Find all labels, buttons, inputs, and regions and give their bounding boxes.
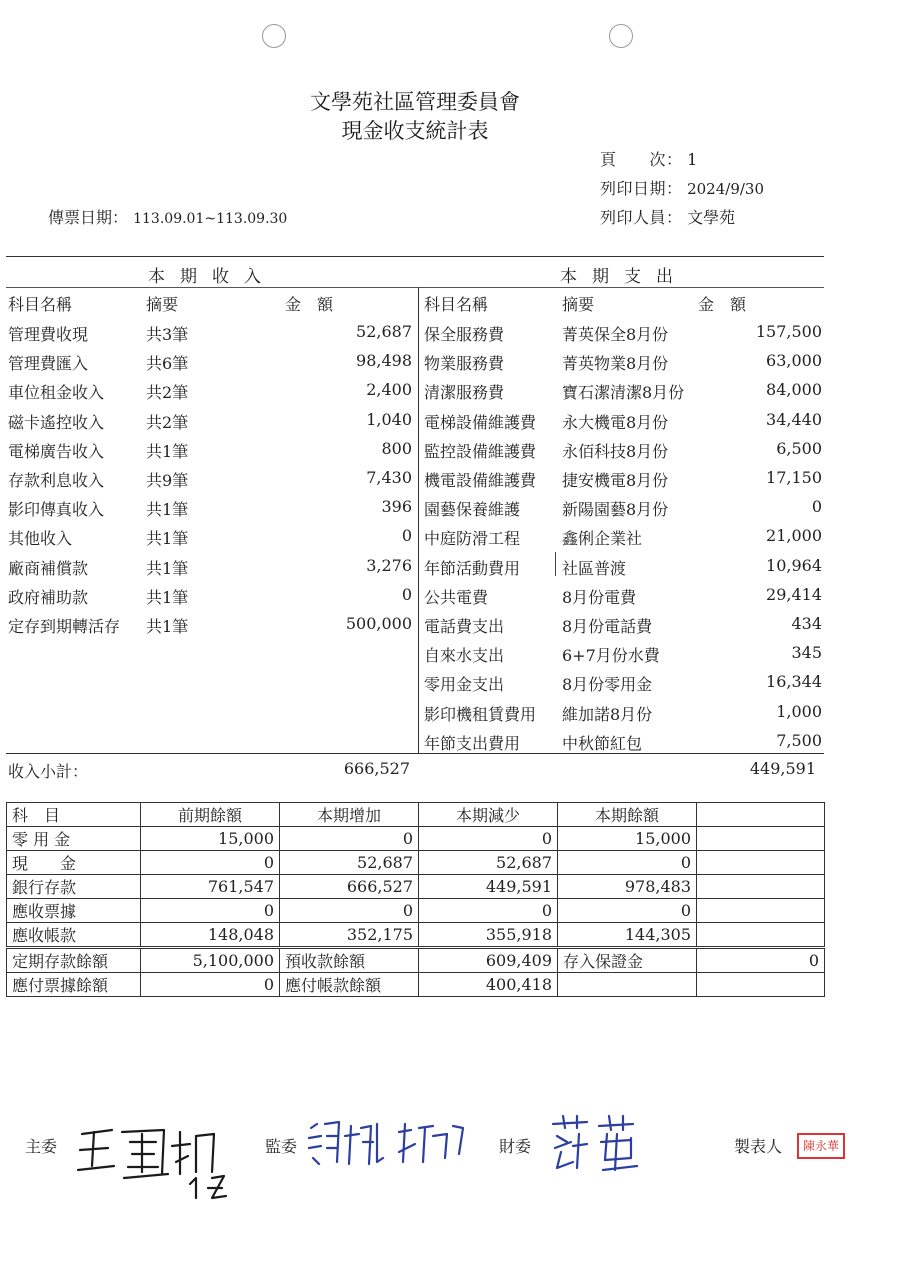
extra-value-3: 0 — [697, 948, 825, 973]
extra-value-1: 0 — [141, 973, 280, 997]
expense-subject: 電話費支出 — [424, 617, 505, 636]
income-section-title: 本期收入 — [148, 267, 276, 287]
expense-summary: 永大機電8月份 — [562, 412, 669, 432]
preparer-label: 製表人 — [734, 1139, 783, 1156]
ledger-divider — [418, 287, 419, 753]
income-summary: 共2筆 — [146, 412, 189, 432]
income-amount: 0 — [401, 526, 412, 546]
balance-value — [697, 851, 825, 875]
balance-extra-row — [7, 948, 825, 973]
balance-value — [697, 875, 825, 899]
expense-summary: 維加諾8月份 — [562, 704, 653, 724]
expense-summary: 永佰科技8月份 — [562, 441, 669, 461]
income-subject: 磁卡遙控收入 — [8, 412, 105, 432]
balance-value: 0 — [558, 899, 697, 923]
expense-amount: 434 — [791, 614, 822, 633]
expense-amount: 21,000 — [766, 526, 822, 546]
ledger-bottom-rule — [6, 753, 824, 754]
balance-subject: 現 金 — [7, 851, 141, 875]
expense-amount: 10,964 — [766, 555, 822, 575]
expense-subject: 年節支出費用 — [424, 733, 521, 753]
extra-label-1: 應付票據餘額 — [7, 973, 141, 997]
income-summary: 共1筆 — [146, 558, 189, 578]
page-label: 頁 次： — [600, 150, 682, 169]
income-amount: 52,687 — [356, 322, 412, 341]
expense-subject: 清潔服務費 — [424, 383, 505, 403]
balance-value: 52,687 — [419, 851, 558, 875]
balance-value: 0 — [141, 899, 280, 923]
expense-subject: 中庭防滑工程 — [424, 529, 521, 549]
expense-subject: 機電設備維護費 — [424, 471, 537, 490]
expense-summary: 菁英保全8月份 — [562, 325, 669, 344]
income-summary: 共1筆 — [146, 441, 189, 461]
balance-value: 15,000 — [141, 827, 280, 851]
balance-row — [7, 923, 825, 948]
balance-header-cell — [697, 803, 825, 827]
extra-value-3 — [697, 973, 825, 997]
expense-amount: 16,344 — [766, 672, 822, 692]
balance-value: 15,000 — [558, 827, 697, 851]
balance-value: 352,175 — [280, 923, 419, 948]
extra-label-3 — [558, 973, 697, 997]
balance-subject: 銀行存款 — [7, 875, 141, 899]
expense-summary: 鑫俐企業社 — [562, 529, 643, 549]
income-summary: 共1筆 — [146, 587, 189, 607]
expense-subject: 自來水支出 — [424, 646, 505, 666]
balance-value: 0 — [280, 899, 419, 923]
extra-label-2: 預收款餘額 — [280, 948, 419, 973]
income-subject: 定存到期轉活存 — [8, 617, 121, 636]
org-title: 文學苑社區管理委員會 — [310, 90, 520, 114]
balance-value: 666,527 — [280, 875, 419, 899]
balance-row — [7, 875, 825, 899]
income-subtotal-label: 收入小計： — [8, 762, 89, 781]
page-value: 1 — [687, 150, 698, 169]
balance-value: 355,918 — [419, 923, 558, 948]
finance-label: 財委 — [499, 1139, 532, 1156]
expense-summary: 寶石潔清潔8月份 — [562, 383, 685, 403]
income-summary: 共2筆 — [146, 383, 189, 403]
balance-subject: 應收票據 — [7, 899, 141, 923]
expense-subject: 物業服務費 — [424, 354, 505, 374]
balance-header-row — [7, 803, 825, 827]
balance-header-cell: 本期減少 — [419, 803, 558, 827]
expense-summary: 菁英物業8月份 — [562, 354, 669, 374]
expense-subject: 影印機租賃費用 — [424, 704, 537, 724]
chair-signature — [72, 1112, 242, 1202]
expense-amount: 29,414 — [766, 584, 822, 604]
expense-subject: 保全服務費 — [424, 325, 505, 344]
print-date-label: 列印日期： — [600, 179, 682, 198]
expense-summary: 8月份電費 — [562, 587, 637, 607]
income-subject: 廠商補償款 — [8, 558, 89, 578]
balance-value: 148,048 — [141, 923, 280, 948]
income-summary: 共3筆 — [146, 325, 189, 344]
punch-hole-left — [262, 24, 286, 48]
expense-subject: 電梯設備維護費 — [424, 412, 537, 432]
voucher-date-value: 113.09.01~113.09.30 — [133, 211, 288, 227]
expense-col-amount: 金 額 — [698, 295, 747, 314]
income-amount: 2,400 — [366, 380, 412, 400]
balance-value: 0 — [280, 827, 419, 851]
expense-summary: 8月份電話費 — [562, 617, 653, 636]
printer — [600, 205, 735, 228]
ledger-header-rule — [6, 287, 824, 288]
income-amount: 98,498 — [356, 351, 412, 371]
expense-summary: 6+7月份水費 — [562, 646, 660, 666]
income-amount: 3,276 — [366, 555, 412, 575]
balance-value: 0 — [558, 851, 697, 875]
balance-value: 144,305 — [558, 923, 697, 948]
income-summary: 共1筆 — [146, 617, 189, 636]
income-subject: 其他收入 — [8, 529, 73, 549]
expense-amount: 63,000 — [766, 351, 822, 371]
print-date — [600, 176, 764, 199]
expense-subject: 公共電費 — [424, 587, 489, 607]
print-date-value: 2024/9/30 — [687, 180, 765, 198]
balance-value — [697, 899, 825, 923]
supervisor-signature — [303, 1114, 473, 1174]
expense-section-title: 本期支出 — [560, 267, 688, 287]
report-title: 現金收支統計表 — [341, 119, 489, 143]
chair-label: 主委 — [25, 1139, 58, 1156]
voucher-date — [48, 205, 287, 228]
balance-value — [697, 923, 825, 948]
supervisor-label: 監委 — [265, 1139, 298, 1156]
expense-subtotal-value: 449,591 — [749, 759, 816, 778]
expense-summary-tick — [555, 552, 556, 576]
extra-value-2: 400,418 — [419, 973, 558, 997]
expense-amount: 1,000 — [776, 701, 822, 721]
balance-row — [7, 827, 825, 851]
expense-amount: 7,500 — [776, 730, 822, 750]
expense-summary: 捷安機電8月份 — [562, 471, 669, 490]
preparer-stamp: 陳永華 — [797, 1133, 845, 1159]
balance-extra-row — [7, 973, 825, 997]
extra-label-3: 存入保證金 — [558, 948, 697, 973]
extra-label-2: 應付帳款餘額 — [280, 973, 419, 997]
income-subject: 政府補助款 — [8, 587, 89, 607]
income-subtotal-value: 666,527 — [343, 759, 410, 778]
balance-value — [697, 827, 825, 851]
finance-signature — [547, 1112, 647, 1176]
income-summary: 共1筆 — [146, 529, 189, 549]
income-amount: 0 — [401, 584, 412, 604]
extra-label-1: 定期存款餘額 — [7, 948, 141, 973]
expense-col-subject: 科目名稱 — [424, 295, 489, 314]
voucher-date-label: 傳票日期： — [48, 208, 129, 227]
balance-row — [7, 899, 825, 923]
expense-subject: 園藝保養維護 — [424, 500, 521, 520]
expense-amount: 345 — [791, 643, 822, 663]
expense-summary: 社區普渡 — [562, 558, 627, 578]
expense-col-summary: 摘要 — [562, 295, 595, 314]
balance-header-cell: 科 目 — [7, 803, 141, 827]
income-summary: 共6筆 — [146, 354, 189, 374]
expense-amount: 0 — [811, 497, 822, 517]
expense-amount: 157,500 — [755, 322, 822, 341]
income-subject: 管理費收現 — [8, 325, 89, 344]
income-subject: 存款利息收入 — [8, 471, 105, 490]
balance-header-cell: 前期餘額 — [141, 803, 280, 827]
balance-value: 52,687 — [280, 851, 419, 875]
income-summary: 共9筆 — [146, 471, 189, 490]
balance-subject: 零 用 金 — [7, 827, 141, 851]
balance-value: 0 — [419, 899, 558, 923]
income-amount: 396 — [381, 497, 412, 517]
expense-subject: 年節活動費用 — [424, 558, 521, 578]
income-amount: 1,040 — [366, 409, 412, 429]
income-col-summary: 摘要 — [146, 295, 179, 314]
balance-subject: 應收帳款 — [7, 923, 141, 948]
printer-value: 文學苑 — [687, 208, 736, 227]
balance-value: 761,547 — [141, 875, 280, 899]
balance-value: 978,483 — [558, 875, 697, 899]
income-amount: 7,430 — [366, 468, 412, 487]
income-amount: 500,000 — [345, 614, 412, 633]
income-subject: 影印傳真收入 — [8, 500, 105, 520]
income-subject: 管理費匯入 — [8, 354, 89, 374]
expense-amount: 6,500 — [776, 438, 822, 458]
income-summary: 共1筆 — [146, 500, 189, 520]
printer-label: 列印人員： — [600, 208, 682, 227]
balance-table — [6, 802, 825, 997]
expense-summary: 中秋節紅包 — [562, 733, 643, 753]
balance-value: 0 — [419, 827, 558, 851]
expense-amount: 17,150 — [766, 468, 822, 487]
expense-amount: 34,440 — [766, 409, 822, 429]
balance-header-cell: 本期增加 — [280, 803, 419, 827]
income-subject: 車位租金收入 — [8, 383, 105, 403]
ledger-top-rule — [6, 256, 824, 257]
balance-row — [7, 851, 825, 875]
balance-value: 449,591 — [419, 875, 558, 899]
extra-value-1: 5,100,000 — [141, 948, 280, 973]
balance-value: 0 — [141, 851, 280, 875]
expense-amount: 84,000 — [766, 380, 822, 400]
punch-hole-right — [609, 24, 633, 48]
expense-subject: 監控設備維護費 — [424, 441, 537, 461]
income-col-amount: 金 額 — [285, 295, 334, 314]
expense-subject: 零用金支出 — [424, 675, 505, 695]
extra-value-2: 609,409 — [419, 948, 558, 973]
expense-summary: 8月份零用金 — [562, 675, 653, 695]
income-subject: 電梯廣告收入 — [8, 441, 105, 461]
page-number — [600, 147, 697, 170]
income-col-subject: 科目名稱 — [8, 295, 73, 314]
expense-summary: 新陽園藝8月份 — [562, 500, 669, 520]
income-amount: 800 — [381, 438, 412, 458]
balance-header-cell: 本期餘額 — [558, 803, 697, 827]
